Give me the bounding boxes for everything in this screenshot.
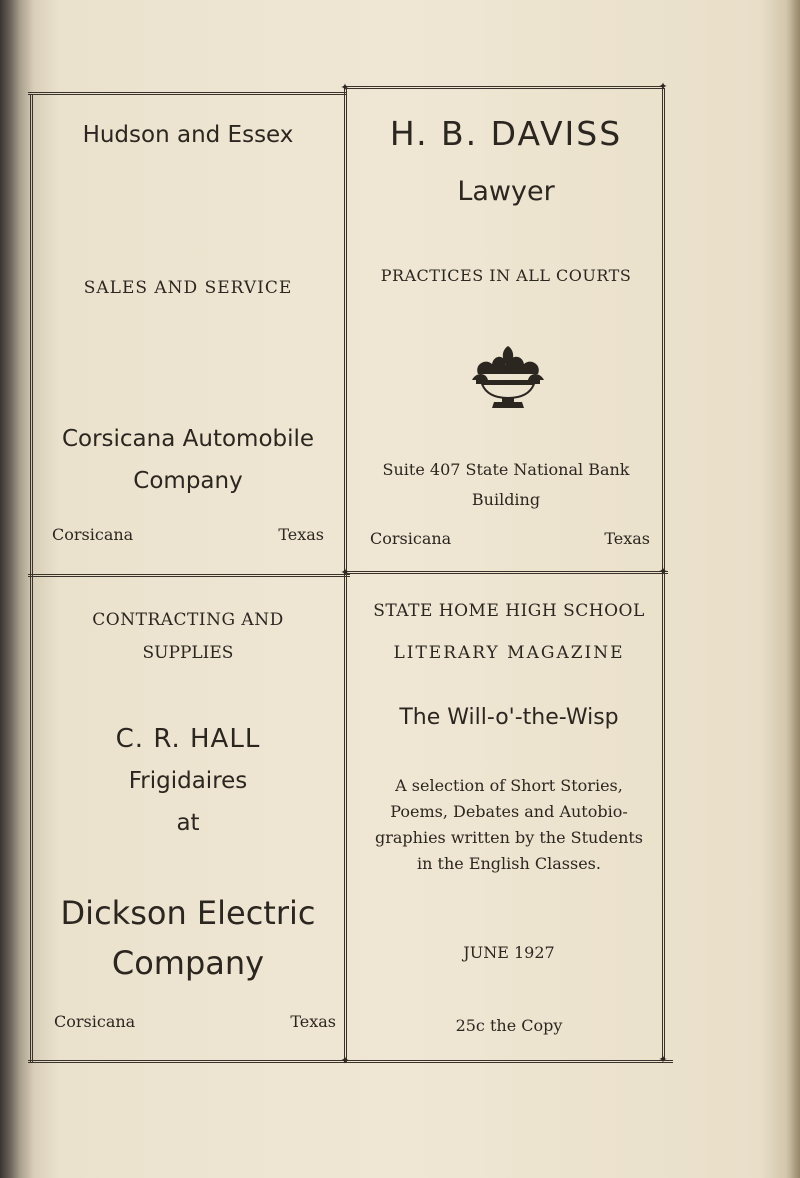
ad-company-line1: Corsicana Automobile xyxy=(61,426,315,452)
magazine-date: JUNE 1927 xyxy=(463,943,555,962)
ad-lawyer-name: H. B. DAVISS xyxy=(389,114,623,153)
top-rule-right xyxy=(346,86,664,89)
ad-line2: SUPPLIES xyxy=(142,643,234,663)
ad-company-line2: Company xyxy=(111,944,265,982)
middle-rule-left xyxy=(28,574,350,577)
ad-address-line2: Building xyxy=(471,490,541,509)
ad-location xyxy=(40,1012,336,1031)
magazine-school: STATE HOME HIGH SCHOOL xyxy=(373,601,645,621)
magazine-desc-line3: graphies written by the Students xyxy=(374,828,644,847)
ad-daviss-lawyer xyxy=(356,96,656,566)
ad-state: Texas xyxy=(604,529,650,548)
ad-location xyxy=(356,529,656,548)
ad-city: Corsicana xyxy=(52,525,134,544)
middle-rule-right xyxy=(346,571,668,574)
ad-product: Frigidaires xyxy=(128,768,248,794)
magazine-desc-line4: in the English Classes. xyxy=(417,854,601,873)
magazine-price: 25c the Copy xyxy=(455,1016,563,1035)
ad-state: Texas xyxy=(290,1012,336,1031)
ad-at: at xyxy=(176,810,200,836)
magazine-desc-line1: A selection of Short Stories, xyxy=(395,776,623,795)
fountain-urn-icon xyxy=(468,340,548,412)
top-rule-left xyxy=(28,92,346,95)
ad-city: Corsicana xyxy=(54,1012,136,1031)
ad-service: SALES AND SERVICE xyxy=(83,278,293,298)
corner-ornament-icon: ✦ xyxy=(340,566,350,579)
ad-city: Corsicana xyxy=(370,529,452,548)
ad-company-line2: Company xyxy=(133,468,243,494)
ad-headline: Hudson and Essex xyxy=(82,122,294,148)
ad-location xyxy=(40,525,336,544)
ad-profession: Lawyer xyxy=(457,176,555,207)
ad-address-line1: Suite 407 State National Bank xyxy=(382,460,630,479)
left-column-rule xyxy=(30,94,33,1062)
ad-cr-hall xyxy=(40,582,336,1056)
ad-state: Texas xyxy=(278,525,324,544)
ad-line1: CONTRACTING AND xyxy=(92,610,284,630)
magazine-kind: LITERARY MAGAZINE xyxy=(393,643,625,663)
ad-hudson-essex xyxy=(40,100,336,570)
ad-practice: PRACTICES IN ALL COURTS xyxy=(380,266,632,285)
magazine-desc-line2: Poems, Debates and Autobio- xyxy=(390,802,628,821)
corner-ornament-icon: ✦ xyxy=(340,81,350,94)
corner-ornament-icon: ✦ xyxy=(340,1054,350,1067)
magazine-title: The Will-o'-the-Wisp xyxy=(399,705,619,730)
corner-ornament-icon: ✦ xyxy=(658,565,668,578)
corner-ornament-icon: ✦ xyxy=(658,80,668,93)
page-edge-shadow xyxy=(786,0,800,1178)
ad-literary-magazine xyxy=(356,580,662,1054)
bottom-rule xyxy=(28,1060,673,1063)
corner-ornament-icon: ✦ xyxy=(658,1053,668,1066)
ad-dealer-name: C. R. HALL xyxy=(115,724,261,754)
ad-company-line1: Dickson Electric xyxy=(60,894,316,932)
